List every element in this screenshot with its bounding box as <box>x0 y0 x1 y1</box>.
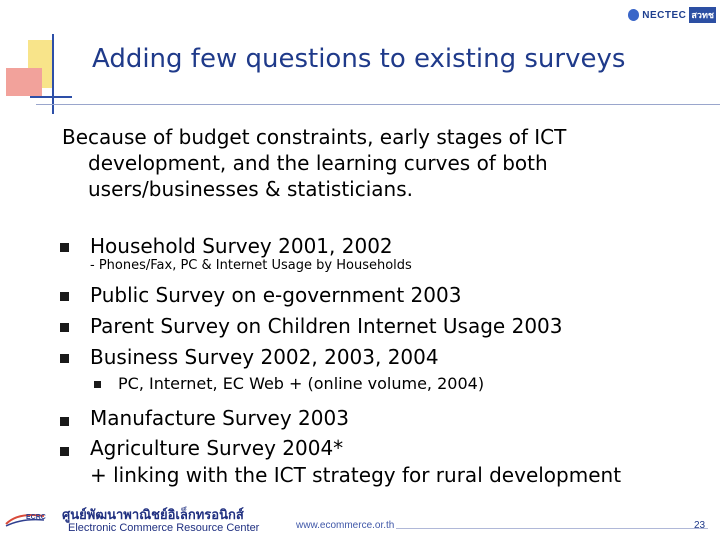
nectec-logo-text: NECTEC <box>642 9 687 21</box>
bullet-square <box>60 354 69 363</box>
item-household-survey: Household Survey 2001, 2002 <box>90 234 393 258</box>
item-agriculture-survey: Agriculture Survey 2004* <box>90 436 344 460</box>
bullet-square <box>60 417 69 426</box>
ecrc-thai-name: ศูนย์พัฒนาพาณิชย์อิเล็กทรอนิกส์ <box>62 508 244 523</box>
nstda-logo-text: สวทช <box>689 7 716 23</box>
item-egov-survey: Public Survey on e-government 2003 <box>90 283 462 307</box>
deco-horizontal-line <box>30 96 72 98</box>
slide-title: Adding few questions to existing surveys <box>92 44 626 74</box>
bullet-square <box>60 447 69 456</box>
ecrc-logo <box>4 502 304 536</box>
nectec-logo <box>628 6 716 24</box>
item-business-sub: PC, Internet, EC Web + (online volume, 2004) <box>118 374 485 393</box>
ecrc-label: ECRC <box>26 514 46 521</box>
ecrc-english-name: Electronic Commerce Resource Center <box>68 522 260 534</box>
deco-red-square <box>6 68 42 96</box>
bullet-square <box>60 323 69 332</box>
bullet-square <box>60 243 69 252</box>
item-business-survey: Business Survey 2002, 2003, 2004 <box>90 345 439 369</box>
sub-bullet-square <box>94 381 101 388</box>
intro-line-1: Because of budget constraints, early stages of ICT <box>62 125 567 149</box>
deco-vertical-line <box>52 34 54 114</box>
footer-rule <box>396 528 708 529</box>
item-agriculture-note: + linking with the ICT strategy for rural development <box>90 463 622 487</box>
intro-paragraph <box>62 124 662 202</box>
nectec-logo-icon <box>628 9 639 21</box>
item-household-note: - Phones/Fax, PC & Internet Usage by Households <box>90 258 412 273</box>
bullet-square <box>60 292 69 301</box>
deco-title-underline <box>36 104 720 105</box>
intro-line-2: development, and the learning curves of both <box>88 151 548 175</box>
item-parent-survey: Parent Survey on Children Internet Usage 2003 <box>90 314 563 338</box>
page-number: 23 <box>694 520 706 531</box>
footer-url: www.ecommerce.or.th <box>296 520 395 531</box>
item-manufacture-survey: Manufacture Survey 2003 <box>90 406 349 430</box>
intro-line-3: users/businesses & statisticians. <box>88 177 413 201</box>
